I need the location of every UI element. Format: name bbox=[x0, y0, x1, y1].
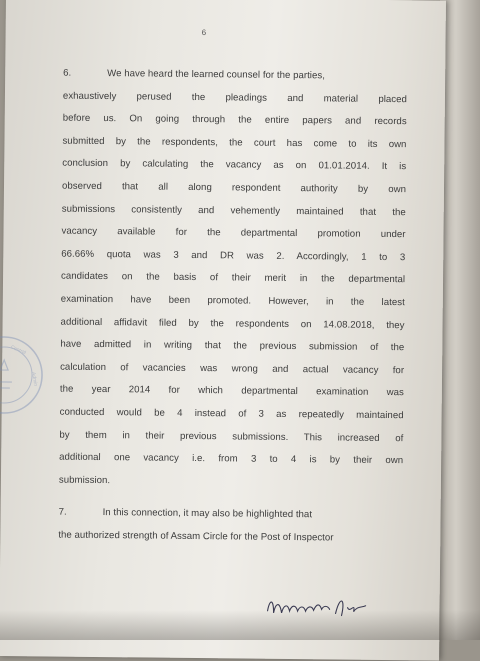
tribunal-seal-icon bbox=[0, 332, 56, 419]
paragraph-6-line: submissions consistently and vehemently maintained that the bbox=[61, 203, 406, 218]
paragraph-6-line: 6. We have heard the learned counsel for the parties, bbox=[63, 63, 407, 89]
paragraph-number: 6. bbox=[63, 67, 72, 79]
paragraph-7-line: 7. In this connection, it may also be highlighted that bbox=[58, 502, 402, 528]
paragraph-6-line: observed that all along respondent authority by own bbox=[61, 180, 407, 196]
paragraph-6-line: additional affidavit filed by the respondents on 14.08.2018, they bbox=[60, 316, 405, 331]
paragraph-6-line: conclusion by calculating the vacancy as on 01.01.2014. It is bbox=[62, 157, 407, 173]
paragraph-6-line: the year 2014 for which departmental examination was bbox=[59, 383, 404, 399]
svg-text:Central: Central bbox=[9, 344, 27, 357]
paragraph-6-line: conducted would be 4 instead of 3 as repeatedly maintained bbox=[59, 406, 404, 422]
paragraph-6-line: 66.66% quota was 3 and DR was 2. Accordingly, 1 to 3 bbox=[61, 248, 406, 263]
paragraph-6-line: by them in their previous submissions. This increased of bbox=[59, 429, 404, 444]
paragraph-6-line: additional one vacancy i.e. from 3 to 4 is by their own bbox=[59, 451, 404, 467]
svg-text:Admin: Admin bbox=[30, 371, 39, 387]
paragraph-6-line: submitted by the respondents, the court has come to its own bbox=[62, 135, 407, 150]
paragraph-6-line: calculation of vacancies was wrong and actual vacancy for bbox=[60, 361, 405, 376]
background-shadow bbox=[0, 610, 480, 640]
document-body bbox=[58, 63, 407, 551]
paragraph-6-line: examination have been promoted. However, in the latest bbox=[60, 293, 405, 309]
paragraph-6-line: submission. bbox=[58, 474, 111, 486]
paragraph-6-line: candidates on the basis of their merit in the departmental bbox=[61, 270, 406, 286]
background-surface bbox=[440, 0, 480, 640]
paragraph-number: 7. bbox=[58, 506, 67, 518]
paragraph-6-line: have admitted in writing that the previous submission of the bbox=[60, 338, 405, 354]
paragraph-7-line: the authorized strength of Assam Circle for the Post of Inspector bbox=[58, 529, 334, 544]
page-number: 6 bbox=[201, 28, 207, 38]
paragraph-6-line: exhaustively perused the pleadings and material placed bbox=[62, 90, 407, 105]
paragraph-6-line: before us. On going through the entire papers and records bbox=[62, 112, 407, 128]
paragraph-6-line: vacancy available for the departmental promotion under bbox=[61, 225, 406, 241]
